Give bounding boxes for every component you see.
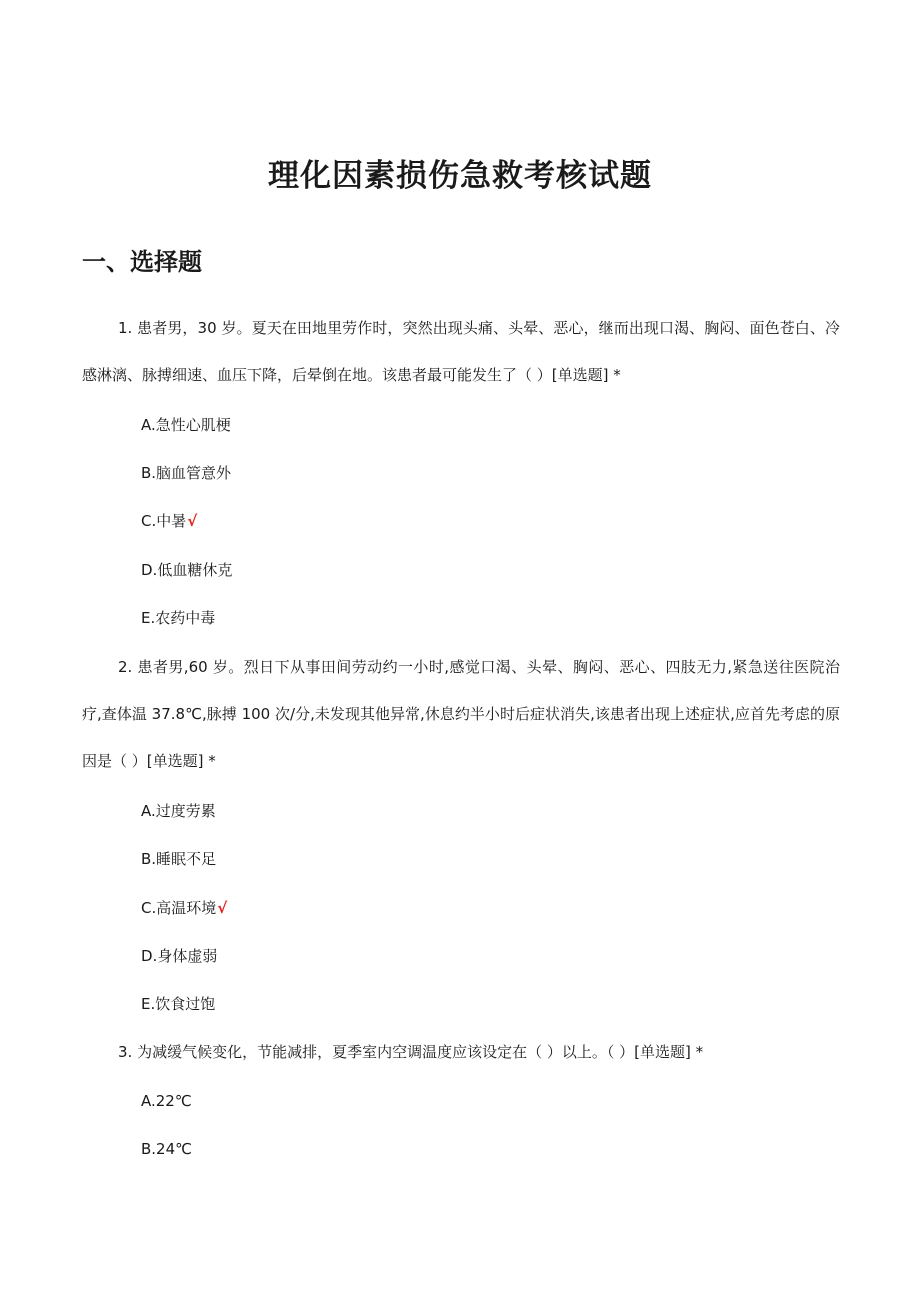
option-3a: A.22℃	[141, 1092, 192, 1110]
question-1	[82, 305, 840, 399]
page-title: 理化因素损伤急救考核试题	[268, 158, 652, 194]
option-2d: D.身体虚弱	[141, 947, 218, 965]
option-2e: E.饮食过饱	[141, 995, 216, 1013]
question-number: 2.	[118, 658, 133, 676]
option-1d: D.低血糖休克	[141, 561, 233, 579]
question-number: 3.	[118, 1043, 133, 1061]
option-3b: B.24℃	[141, 1140, 192, 1158]
option-2a: A.过度劳累	[141, 802, 216, 820]
section-heading: 一、选择题	[82, 248, 202, 276]
question-text: 患者男，30 岁。夏天在田地里劳作时，突然出现头痛、头晕、恶心，继而出现口渴、胸闷、面色苍白、冷感淋漓、脉搏细速、血压下降，后晕倒在地。该患者最可能发生了（ ）[单选题] *	[82, 319, 840, 384]
question-number: 1.	[118, 319, 133, 337]
option-2b: B.睡眠不足	[141, 850, 217, 868]
question-2	[82, 644, 840, 785]
option-1e: E.农药中毒	[141, 609, 216, 627]
option-1b: B.脑血管意外	[141, 464, 232, 482]
option-1a: A.急性心肌梗	[141, 416, 231, 434]
question-3	[82, 1029, 840, 1076]
question-text: 为减缓气候变化，节能减排，夏季室内空调温度应该设定在（ ）以上。（ ）[单选题] *	[137, 1043, 704, 1061]
correct-check-icon: √	[187, 512, 198, 530]
correct-check-icon: √	[217, 899, 228, 917]
option-2c: C.高温环境√	[141, 899, 228, 917]
question-text: 患者男,60 岁。烈日下从事田间劳动约一小时,感觉口渴、头晕、胸闷、恶心、四肢无力,紧急送往医院治疗,查体温 37.8℃,脉搏 100 次/分,未发现其他异常,休息约半小时后症状消失,该患者出现上述症状,应首先考虑的原因是（ ）[单选题] *	[82, 658, 840, 770]
option-1c: C.中暑√	[141, 512, 198, 530]
